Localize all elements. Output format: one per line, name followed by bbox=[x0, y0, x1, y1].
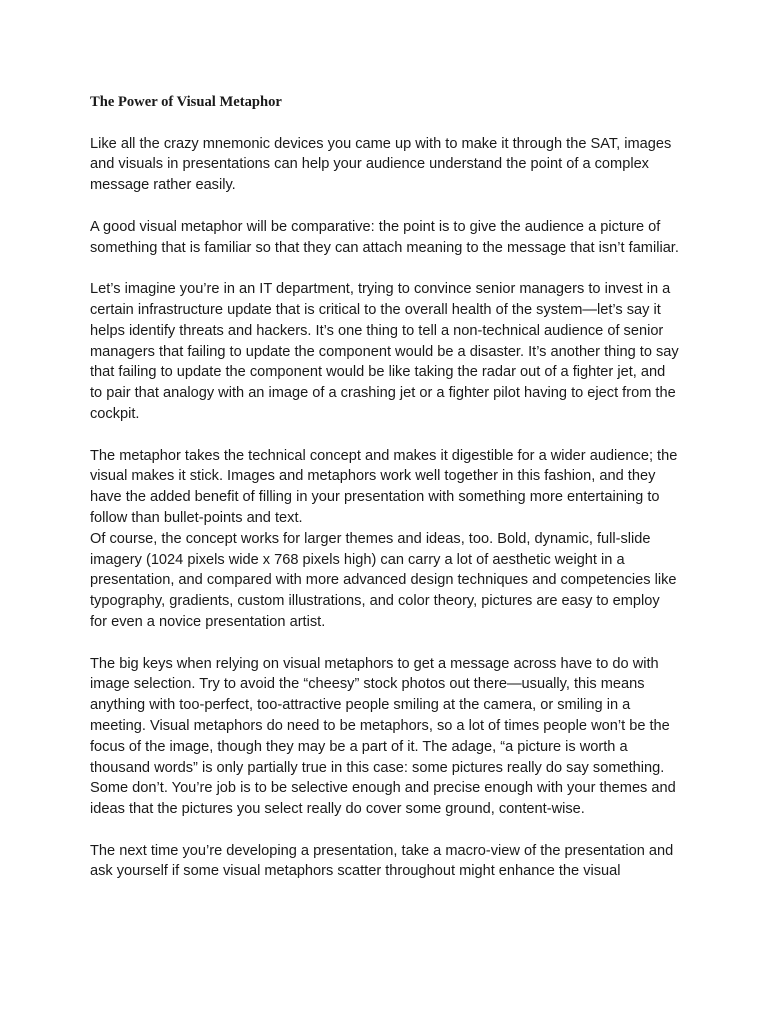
paragraph-it-department-example: Let’s imagine you’re in an IT department, trying to convince senior managers to invest in a certain infrastructure update that is critical to the overall health of the system—let’s say it helps identify threats and hackers. It’s one thing to tell a non-technical audience of senior managers that failing to update the component would be a disaster. It’s another thing to say that failing to update the component would be like taking the radar out of a fighter jet, and to pair that analogy with an image of a crashing jet or a fighter pilot having to eject from the cockpit. bbox=[90, 281, 679, 422]
paragraph-next-presentation: The next time you’re developing a presentation, take a macro-view of the presentation and ask yourself if some visual metaphors scatter throughout might enhance the visual bbox=[90, 842, 674, 880]
paragraph-image-selection: The big keys when relying on visual metaphors to get a message across have to do with image selection. Try to avoid the “cheesy” stock photos out there—usually, this means anything with too-perfect, too-attractive people smiling at the camera, or smiling in a meeting. Visual metaphors do need to be metaphors, so a lot of times people won’t be the focus of the image, though they may be a part of it. The adage, “a picture is worth a thousand words” is only partially true in this case: some pictures really do say something. Some don’t. You’re job is to be selective enough and precise enough with your themes and ideas that the pictures you select really do cover some ground, content-wise. bbox=[90, 655, 676, 818]
paragraph-larger-themes: Of course, the concept works for larger themes and ideas, too. Bold, dynamic, full-slide imagery (1024 pixels wide x 768 pixels high) can carry a lot of aesthetic weight in a presentation, and compared with more advanced design techniques and competencies like typography, gradients, custom illustrations, and color theory, pictures are easy to employ for even a novice presentation artist. bbox=[90, 530, 677, 630]
paragraph-digestible-concept: The metaphor takes the technical concept and makes it digestible for a wider audience; the visual makes it stick. Images and metaphors work well together in this fashion, and they have the added benefit of filling in your presentation with something more entertaining to follow than bullet-points and text. bbox=[90, 447, 678, 526]
document-body bbox=[90, 92, 680, 882]
document-title: The Power of Visual Metaphor bbox=[90, 94, 282, 110]
paragraph-comparative-metaphor: A good visual metaphor will be comparative: the point is to give the audience a picture of something that is familiar so that they can attach meaning to the message that isn’t familiar. bbox=[90, 218, 679, 256]
paragraph-sat-mnemonics: Like all the crazy mnemonic devices you came up with to make it through the SAT, images and visuals in presentations can help your audience understand the point of a complex message rather easily. bbox=[90, 135, 672, 194]
